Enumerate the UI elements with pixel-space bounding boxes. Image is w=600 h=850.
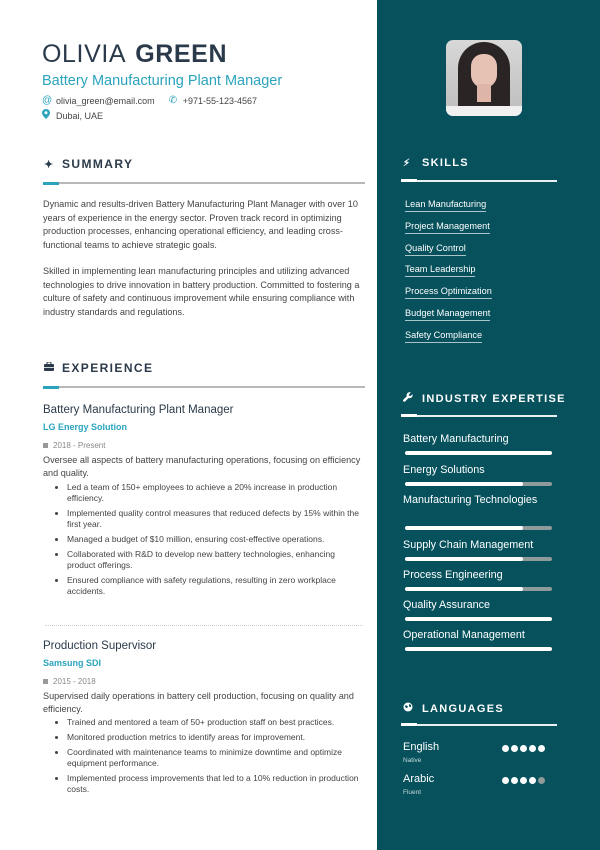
language-name: Arabic [403, 773, 435, 785]
skill-item: Team Leadership [405, 264, 475, 277]
job-bullet: Coordinated with maintenance teams to minimize downtime and optimize equipment performance. [55, 747, 365, 769]
job-bullet: Ensured compliance with safety regulations, resulting in zero workplace accidents. [55, 575, 365, 597]
languages-title: LANGUAGES [422, 702, 504, 715]
job-bullets [55, 482, 365, 601]
job-bullet: Monitored production metrics to identify areas for improvement. [55, 732, 365, 743]
expertise-label: Manufacturing Technologies [403, 494, 538, 506]
expertise-label: Process Engineering [403, 569, 503, 581]
rating-dot [502, 745, 509, 752]
job-description: Supervised daily operations in battery cell production, focusing on quality and efficiency. [43, 691, 354, 714]
at-icon: @ [42, 95, 53, 106]
summary-divider [43, 182, 365, 184]
experience-divider [43, 386, 365, 388]
job-role-title: Battery Manufacturing Plant Manager [42, 73, 283, 89]
rating-dot [502, 777, 509, 784]
skills-divider [401, 180, 557, 182]
lightning-icon: ⚡︎ [403, 157, 412, 169]
expertise-level-fill [405, 617, 552, 621]
job-dates [43, 677, 96, 686]
job-divider [45, 625, 363, 626]
expertise-level-bar [405, 587, 552, 591]
expertise-level-fill [405, 557, 523, 561]
rating-dot [529, 745, 536, 752]
phone-icon: ✆ [168, 95, 178, 106]
languages-divider [401, 724, 557, 726]
calendar-icon [43, 443, 48, 448]
language-rating [502, 745, 545, 752]
rating-dot [529, 777, 536, 784]
job-bullet: Trained and mentored a team of 50+ production staff on best practices. [55, 717, 365, 728]
expertise-level-fill [405, 451, 552, 455]
rating-dot [538, 745, 545, 752]
expertise-label: Supply Chain Management [403, 539, 534, 551]
expertise-level-bar [405, 647, 552, 651]
skill-item: Lean Manufacturing [405, 199, 486, 212]
job-bullet: Managed a budget of $10 million, ensuring cost-effective operations. [55, 534, 365, 545]
expertise-level-fill [405, 526, 523, 530]
phone-number[interactable]: +971-55-123-4567 [182, 95, 257, 106]
summary-heading [44, 157, 133, 171]
expertise-level-bar [405, 557, 552, 561]
profile-photo [446, 40, 522, 116]
job-bullet: Led a team of 150+ employees to achieve a 20% increase in production efficiency. [55, 482, 365, 504]
briefcase-icon [44, 362, 54, 374]
skills-title: SKILLS [422, 157, 469, 169]
email-link[interactable]: olivia_green@email.com [56, 95, 155, 106]
expertise-title: INDUSTRY EXPERTISE [422, 392, 566, 405]
expertise-level-fill [405, 647, 552, 651]
summary-paragraph-2: Skilled in implementing lean manufacturing principles and utilizing advanced technologies to drive innovation in battery production. Committed to fostering a culture of safety and continuous improvement while ensuring compliance with industry standards and regulations. [43, 266, 360, 317]
expertise-divider [401, 415, 557, 417]
job-bullet: Implemented quality control measures that reduced defects by 15% within the first year. [55, 508, 365, 530]
last-name: GREEN [135, 40, 228, 68]
rating-dot [538, 777, 545, 784]
job-dates [43, 441, 105, 450]
job-title: Battery Manufacturing Plant Manager [43, 404, 234, 416]
globe-icon [403, 702, 413, 715]
sparkle-icon: ✦ [44, 158, 55, 171]
expertise-label: Battery Manufacturing [403, 433, 509, 445]
skill-item: Safety Compliance [405, 330, 482, 343]
candidate-name [42, 40, 227, 69]
expertise-level-fill [405, 482, 523, 486]
contact-row-2 [42, 109, 103, 122]
expertise-label: Energy Solutions [403, 464, 485, 476]
rating-dot [511, 777, 518, 784]
language-rating [502, 777, 545, 784]
job-bullets [55, 717, 365, 799]
expertise-label: Operational Management [403, 629, 525, 641]
expertise-level-fill [405, 587, 523, 591]
job-bullet: Implemented process improvements that led to a 10% reduction in production costs. [55, 773, 365, 795]
skill-item: Project Management [405, 221, 490, 234]
job-dates-text: 2018 - Present [53, 441, 106, 450]
expertise-level-bar [405, 482, 552, 486]
map-pin-icon [42, 109, 56, 122]
job-dates-text: 2015 - 2018 [53, 677, 96, 686]
languages-heading [403, 702, 504, 715]
contact-row-1 [42, 95, 257, 106]
expertise-label: Quality Assurance [403, 599, 491, 611]
experience-title: EXPERIENCE [62, 361, 154, 375]
rating-dot [520, 777, 527, 784]
skills-heading [403, 157, 469, 169]
summary-paragraph-1: Dynamic and results-driven Battery Manufacturing Plant Manager with over 10 years of experience in the energy sector. Proven track record in optimizing production processes, enhancing operational efficiency, and leading cross-functional teams to achieve strategic goals. [43, 199, 358, 250]
calendar-icon [43, 679, 48, 684]
expertise-level-bar [405, 617, 552, 621]
language-level: Fluent [403, 789, 422, 796]
job-description: Oversee all aspects of battery manufacturing operations, focusing on efficiency and quality. [43, 455, 361, 478]
job-bullet: Collaborated with R&D to develop new battery technologies, enhancing product offerings. [55, 549, 365, 571]
first-name: OLIVIA [42, 40, 127, 68]
summary-title: SUMMARY [62, 157, 134, 171]
job-company: Samsung SDI [43, 658, 102, 668]
job-company: LG Energy Solution [43, 422, 128, 432]
expertise-level-bar [405, 451, 552, 455]
location-text: Dubai, UAE [56, 110, 104, 121]
rating-dot [520, 745, 527, 752]
skill-item: Budget Management [405, 308, 490, 321]
rating-dot [511, 745, 518, 752]
expertise-level-bar [405, 526, 552, 530]
skill-item: Quality Control [405, 243, 466, 256]
wrench-icon [403, 392, 413, 405]
skill-item: Process Optimization [405, 286, 492, 299]
expertise-heading [403, 392, 566, 405]
language-level: Native [403, 757, 422, 764]
job-title: Production Supervisor [43, 640, 157, 652]
experience-heading [44, 361, 153, 375]
language-name: English [403, 741, 440, 753]
